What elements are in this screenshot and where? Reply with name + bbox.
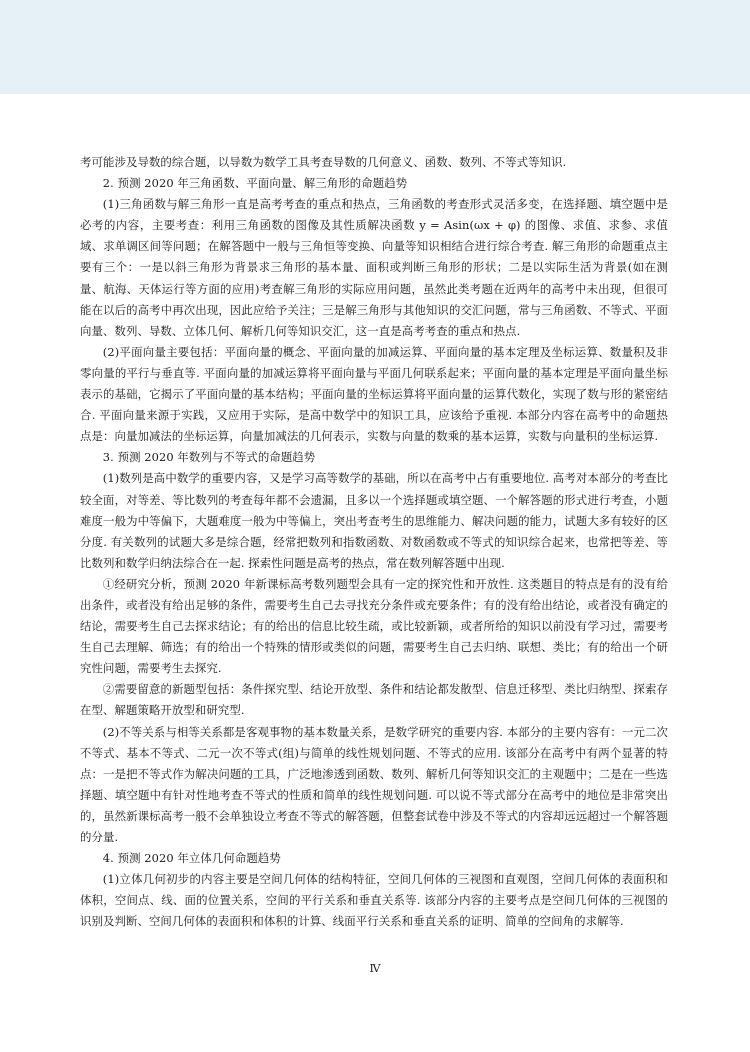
paragraph-sequences-exploratory: ①经研究分析，预测 2020 年新课标高考数列题型会具有一定的探究性和开放性. 这类题目的特点是有的没有给出条件，或者没有给出足够的条件，需要考生自己去寻找充分条件或充要条件；有的没有给出结论，或者没有确定的结论，需要考生自己去探求结论；有的给出的信息比较生疏，或比较新颖，或者所给的知识以前没有学习过，需要考生自己去理解、筛选；有的给出一个特殊的情形或类似的问题，需要考生自己去归纳、联想、类比；有的给出一个研究性问题，需要考生去探究.	[80, 576, 668, 676]
paragraph-derivative-continuation: 考可能涉及导数的综合题，以导数为数学工具考查导数的几何意义、函数、数列、不等式等知识.	[80, 155, 567, 169]
page-number: Ⅳ	[369, 962, 381, 975]
paragraph-solid-geometry: (1)立体几何初步的内容主要是空间几何体的结构特征，空间几何体的三视图和直观图，空间几何体的表面积和体积，空间点、线、面的位置关系，空间的平行关系和垂直关系等. 该部分内容的主要考点是空间几何体的三视图的识别及判断、空间几何体的表面积和体积的计算、线面平行关系和垂直关系的证明、简单的空间角的求解等.	[80, 872, 668, 929]
header-band	[0, 0, 750, 94]
paragraph-sequences: (1)数列是高中数学的重要内容，又是学习高等数学的基础，所以在高考中占有重要地位. 高考对本部分的考查比较全面，对等差、等比数列的考查每年都不会遗漏，且多以一个选择题或填空题、一个解答题的形式进行考查，小题难度一般为中等偏下，大题难度一般为中等偏上，突出考查考生的思维能力、解决问题的能力，试题大多有较好的区分度. 有关数列的试题大多是综合题，经常把数列和指数函数、对数函数或不等式的知识综合起来，也常把等差、等比数列和数学归纳法综合在一起. 探索性问题是高考的热点，常在数列解答题中出现.	[80, 471, 668, 570]
paragraph-new-question-types: ②需要留意的新题型包括：条件探究型、结论开放型、条件和结论都发散型、信息迁移型、类比归纳型、探索存在型、解题策略开放型和研究型.	[80, 682, 668, 718]
paragraph-plane-vectors: (2)平面向量主要包括：平面向量的概念、平面向量的加减运算、平面向量的基本定理及坐标运算、数量积及非零向量的平行与垂直等. 平面向量的加减运算将平面向量与平面几何联系起来；平面向量的基本定理是平面向量坐标表示的基础，它揭示了平面向量的基本结构；平面向量的坐标运算将平面向量的运算代数化，实现了数与形的紧密结合. 平面向量来源于实践，又应用于实际，是高中数学中的知识工具，应该给予重视. 本部分内容在高考中的命题热点是：向量加减法的坐标运算，向量加减法的几何表示，实数与向量的数乘的基本运算，实数与向量积的坐标运算.	[80, 344, 668, 444]
document-body	[80, 152, 668, 932]
section-heading-trig: 2. 预测 2020 年三角函数、平面向量、解三角形的命题趋势	[102, 176, 408, 191]
paragraph-trig-functions: (1)三角函数与解三角形一直是高考考查的重点和热点，三角函数的考查形式灵活多变，在选择题、填空题中是必考的内容，主要考查：利用三角函数的图像及其性质解决函数 y = Asin(ωx + φ) 的图像、求值、求参、求值域、求单调区间等问题；在解答题中一般与三角恒等变换、向量等知识相结合进行综合考查. 解三角形的命题重点主要有三个：一是以斜三角形为背景求三角形的基本量、面积或判断三角形的形状；二是以实际生活为背景(如在测量、航海、天体运行等方面的应用)考查解三角形的实际应用问题，虽然此类考题在近两年的高考中未出现，但很可能在以后的高考中再次出现，因此应给予关注；三是解三角形与其他知识的交汇问题，常与三角函数、不等式、平面向量、数列、导数、立体几何、解析几何等知识交汇，这一直是高考考查的重点和热点.	[80, 197, 668, 338]
section-heading-sequences: 3. 预测 2020 年数列与不等式的命题趋势	[102, 450, 316, 465]
paragraph-inequalities: (2)不等关系与相等关系都是客观事物的基本数量关系，是数学研究的重要内容. 本部分的主要内容有：一元二次不等式、基本不等式、二元一次不等式(组)与简单的线性规划问题、不等式的应用. 该部分在高考中有两个显著的特点：一是把不等式作为解决问题的工具，广泛地渗透到函数、数列、解析几何等知识交汇的主观题中；二是在一些选择题、填空题中有针对性地考查不等式的性质和简单的线性规划问题. 可以说不等式部分在高考中的地位是非常突出的，虽然新课标高考一般不会单独设立考查不等式的解答题，但整套试卷中涉及不等式的内容却远远超过一个解答题的分量.	[80, 724, 668, 844]
section-heading-solid-geometry: 4. 预测 2020 年立体几何命题趋势	[102, 851, 281, 866]
